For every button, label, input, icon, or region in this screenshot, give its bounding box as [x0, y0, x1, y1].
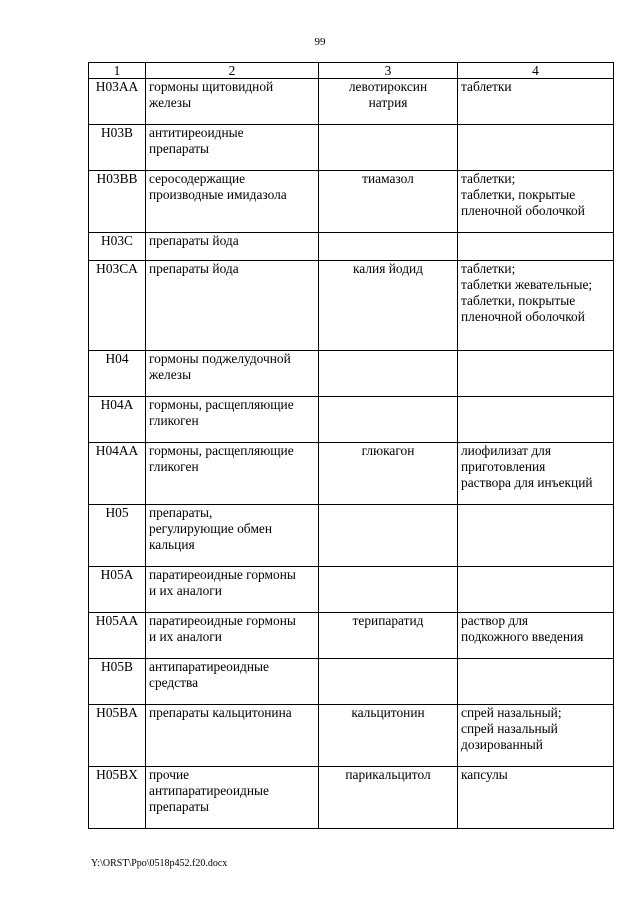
drug-name-cell: [319, 125, 458, 171]
drug-name-line: терипаратид: [352, 613, 424, 628]
anatomical-group-line: препараты,: [149, 505, 213, 520]
dosage-form-line: таблетки жевательные;: [461, 277, 593, 292]
anatomical-group-line: и их аналоги: [149, 629, 222, 644]
dosage-form-cell: [458, 171, 614, 233]
dosage-form-line: пленочной оболочкой: [461, 203, 585, 218]
drug-name-line: тиамазол: [362, 171, 414, 186]
atc-code-cell: H04A: [89, 397, 146, 443]
dosage-form-line: таблетки;: [461, 171, 516, 186]
dosage-form-line: капсулы: [461, 767, 508, 782]
anatomical-group-line: и их аналоги: [149, 583, 222, 598]
table-row: [89, 705, 614, 767]
dosage-form-line: раствор для: [461, 613, 529, 628]
atc-code-cell: H05A: [89, 567, 146, 613]
dosage-form-line: таблетки, покрытые: [461, 187, 576, 202]
drug-name-cell: [319, 261, 458, 351]
anatomical-group-line: средства: [149, 675, 199, 690]
drug-name-cell: [319, 505, 458, 567]
dosage-form-cell: [458, 659, 614, 705]
page-number: 99: [314, 36, 326, 48]
atc-code-cell: H05BX: [89, 767, 146, 829]
anatomical-group-cell: [146, 397, 319, 443]
table-row: [89, 613, 614, 659]
anatomical-group-line: железы: [149, 95, 192, 110]
anatomical-group-cell: [146, 171, 319, 233]
column-header: 2: [146, 63, 319, 79]
dosage-form-cell: [458, 705, 614, 767]
drug-name-cell: [319, 171, 458, 233]
column-header: 3: [319, 63, 458, 79]
anatomical-group-line: антипаратиреоидные: [149, 659, 269, 674]
dosage-form-cell: [458, 261, 614, 351]
dosage-form-line: лиофилизат для: [461, 443, 551, 458]
atc-code-cell: H03B: [89, 125, 146, 171]
anatomical-group-line: прочие: [149, 767, 190, 782]
drug-name-line: левотироксин: [348, 79, 428, 94]
drug-name-line: натрия: [368, 95, 408, 110]
dosage-form-cell: [458, 233, 614, 261]
table-body: [89, 79, 614, 829]
table-row: [89, 505, 614, 567]
atc-code-cell: H03C: [89, 233, 146, 261]
drug-name-line: кальцитонин: [351, 705, 425, 720]
table-row: [89, 233, 614, 261]
anatomical-group-line: антитиреоидные: [149, 125, 244, 140]
drug-name-cell: [319, 351, 458, 397]
dosage-form-cell: [458, 397, 614, 443]
atc-code-cell: H05AA: [89, 613, 146, 659]
anatomical-group-line: препараты: [149, 141, 210, 156]
dosage-form-cell: [458, 613, 614, 659]
drug-name-cell: [319, 567, 458, 613]
dosage-form-line: таблетки, покрытые: [461, 293, 576, 308]
anatomical-group-line: антипаратиреоидные: [149, 783, 269, 798]
anatomical-group-cell: [146, 705, 319, 767]
table-row: [89, 261, 614, 351]
table-row: [89, 79, 614, 125]
anatomical-group-line: гликоген: [149, 413, 199, 428]
anatomical-group-line: препараты кальцитонина: [149, 705, 292, 720]
drug-name-cell: [319, 705, 458, 767]
dosage-form-line: приготовления: [461, 459, 546, 474]
dosage-form-cell: [458, 125, 614, 171]
table-row: [89, 659, 614, 705]
anatomical-group-cell: [146, 261, 319, 351]
atc-code-cell: H03AA: [89, 79, 146, 125]
dosage-form-cell: [458, 767, 614, 829]
dosage-form-line: подкожного введения: [461, 629, 584, 644]
anatomical-group-cell: [146, 767, 319, 829]
table-row: [89, 171, 614, 233]
anatomical-group-line: препараты йода: [149, 261, 239, 276]
dosage-form-line: пленочной оболочкой: [461, 309, 585, 324]
atc-code-cell: H05B: [89, 659, 146, 705]
anatomical-group-line: регулирующие обмен: [149, 521, 273, 536]
dosage-form-cell: [458, 351, 614, 397]
anatomical-group-line: препараты йода: [149, 233, 239, 248]
column-header: 4: [458, 63, 614, 79]
anatomical-group-cell: [146, 125, 319, 171]
table-header-row: [89, 63, 614, 79]
drug-name-cell: [319, 659, 458, 705]
anatomical-group-line: гормоны щитовидной: [149, 79, 274, 94]
anatomical-group-line: кальция: [149, 537, 195, 552]
dosage-form-cell: [458, 443, 614, 505]
anatomical-group-line: железы: [149, 367, 192, 382]
anatomical-group-line: паратиреоидные гормоны: [149, 567, 296, 582]
anatomical-group-cell: [146, 613, 319, 659]
table-row: [89, 125, 614, 171]
anatomical-group-line: серосодержащие: [149, 171, 246, 186]
anatomical-group-cell: [146, 659, 319, 705]
dosage-form-cell: [458, 567, 614, 613]
drug-name-cell: [319, 79, 458, 125]
drug-name-line: парикальцитол: [345, 767, 431, 782]
table-row: [89, 767, 614, 829]
column-header: 1: [89, 63, 146, 79]
anatomical-group-line: гормоны, расщепляющие: [149, 397, 294, 412]
anatomical-group-line: гликоген: [149, 459, 199, 474]
atc-code-cell: H05: [89, 505, 146, 567]
dosage-form-line: таблетки;: [461, 261, 516, 276]
anatomical-group-cell: [146, 233, 319, 261]
anatomical-group-cell: [146, 505, 319, 567]
footer-file-path: Y:\ORST\Ppo\0518p452.f20.docx: [91, 858, 228, 869]
anatomical-group-cell: [146, 351, 319, 397]
anatomical-group-cell: [146, 79, 319, 125]
table-row: [89, 397, 614, 443]
table-row: [89, 443, 614, 505]
anatomical-group-line: гормоны, расщепляющие: [149, 443, 294, 458]
atc-code-cell: H04AA: [89, 443, 146, 505]
drug-classification-table: [88, 62, 614, 829]
dosage-form-cell: [458, 505, 614, 567]
anatomical-group-cell: [146, 567, 319, 613]
drug-name-cell: [319, 397, 458, 443]
atc-code-cell: H03CA: [89, 261, 146, 351]
drug-name-line: калия йодид: [353, 261, 423, 276]
drug-name-cell: [319, 443, 458, 505]
drug-name-cell: [319, 233, 458, 261]
dosage-form-cell: [458, 79, 614, 125]
anatomical-group-line: гормоны поджелудочной: [149, 351, 291, 366]
drug-name-cell: [319, 613, 458, 659]
atc-code-cell: H03BB: [89, 171, 146, 233]
dosage-form-line: таблетки: [461, 79, 512, 94]
table-row: [89, 351, 614, 397]
dosage-form-line: дозированный: [461, 737, 543, 752]
anatomical-group-cell: [146, 443, 319, 505]
anatomical-group-line: препараты: [149, 799, 210, 814]
drug-name-line: глюкагон: [361, 443, 415, 458]
drug-name-cell: [319, 767, 458, 829]
dosage-form-line: спрей назальный;: [461, 705, 562, 720]
dosage-form-line: спрей назальный: [461, 721, 558, 736]
atc-code-cell: H04: [89, 351, 146, 397]
anatomical-group-line: паратиреоидные гормоны: [149, 613, 296, 628]
table-row: [89, 567, 614, 613]
dosage-form-line: раствора для инъекций: [461, 475, 593, 490]
atc-code-cell: H05BA: [89, 705, 146, 767]
anatomical-group-line: производные имидазола: [149, 187, 287, 202]
